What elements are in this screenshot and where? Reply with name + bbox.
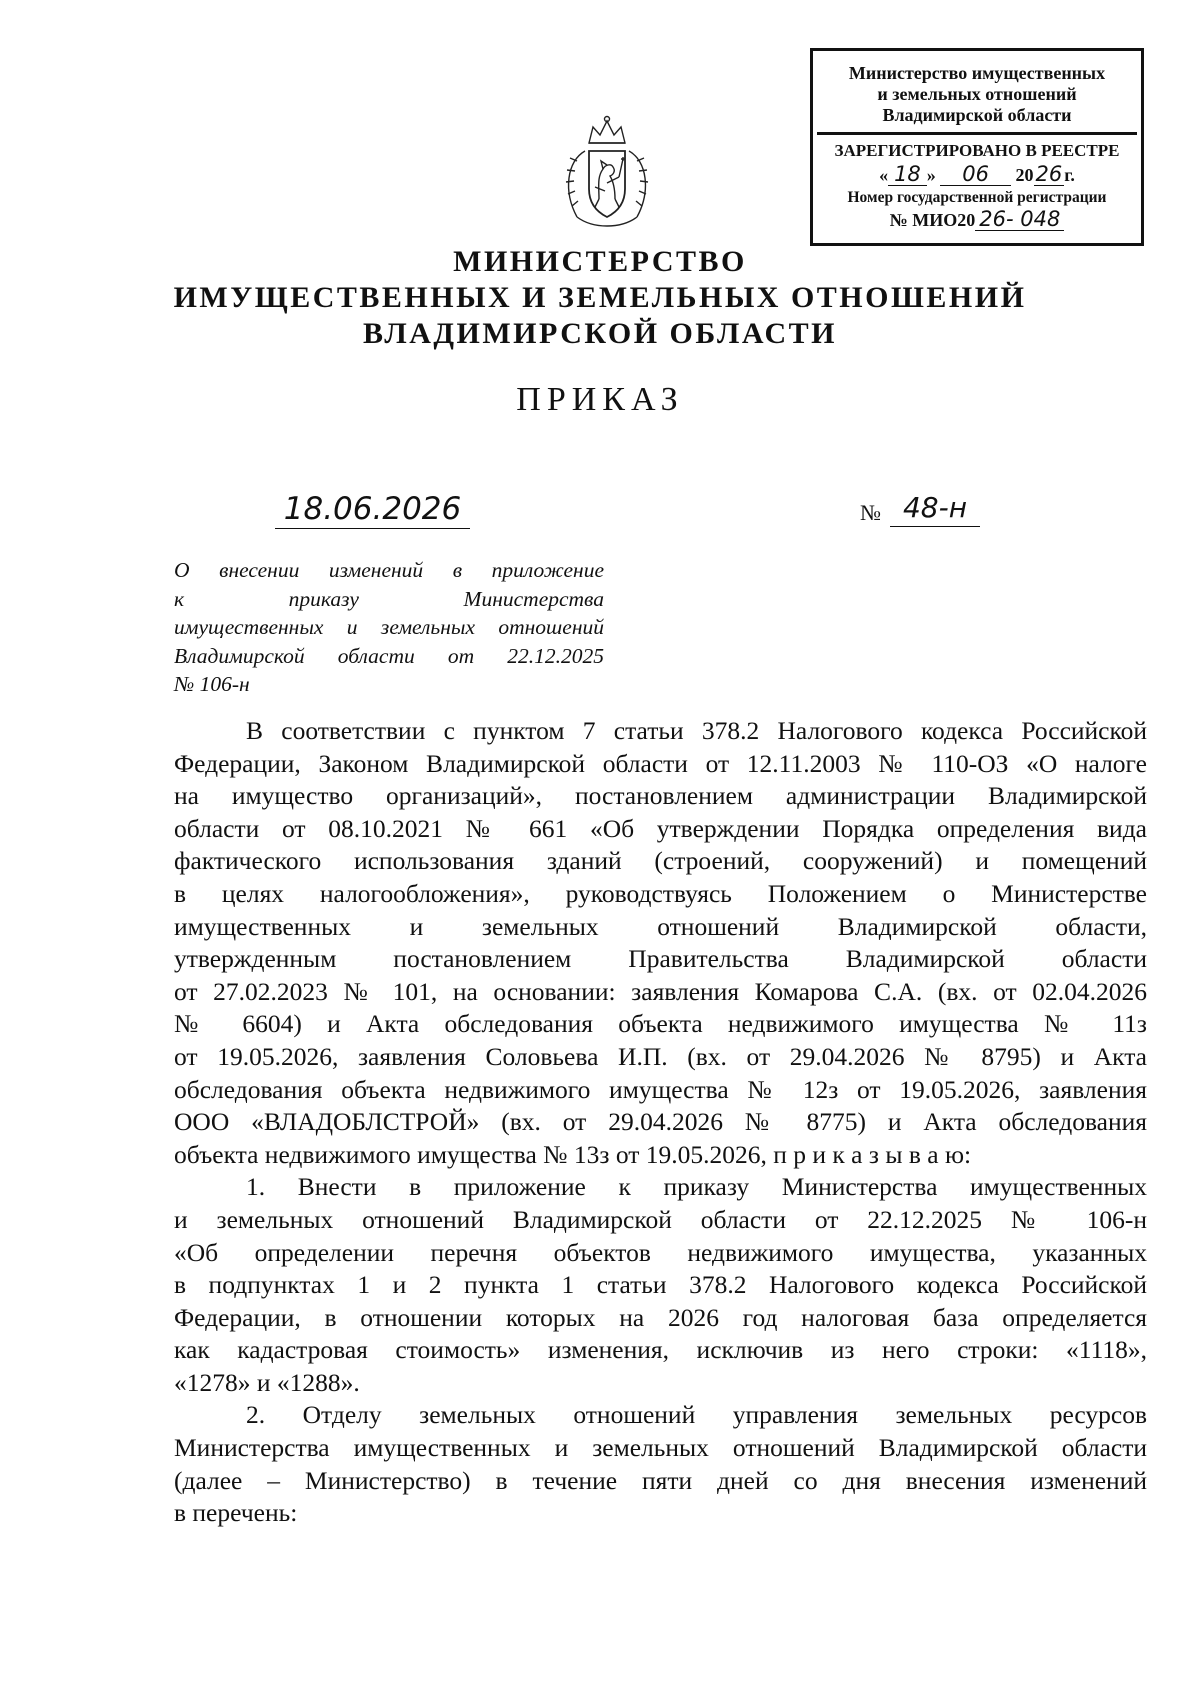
stamp-divider (817, 132, 1137, 135)
body-line: Федерации, Законом Владимирской области от 12.11.2003 № 110-ОЗ «О налоге (174, 748, 1147, 778)
body-line: «1278» и «1288». (174, 1367, 360, 1397)
body-line: и земельных отношений Владимирской области от 22.12.2025 № 106-н (174, 1204, 1147, 1234)
order-number: 48-н (890, 490, 980, 527)
subject-line: № 106-н (174, 672, 250, 696)
stamp-organization (813, 51, 1141, 132)
subject-line: Владимирской области от 22.12.2025 (174, 643, 604, 668)
body-line: 1. Внести в приложение к приказу Министерства имущественных (246, 1172, 1147, 1202)
stamp-reg-number-value: 26- 048 (975, 208, 1064, 231)
stamp-org-line: и земельных отношений (877, 84, 1077, 104)
body-line: утвержденным постановлением Правительства Владимирской области (174, 944, 1147, 974)
registration-stamp (810, 48, 1144, 246)
body-line: области от 08.10.2021 № 661 «Об утверждении Порядка определения вида (174, 813, 1147, 843)
stamp-date-close-quote: » (926, 165, 936, 185)
body-line: в целях налогообложения», руководствуясь Положением о Министерстве (174, 878, 1147, 908)
body-line: В соответствии с пунктом 7 статьи 378.2 Налогового кодекса Российской (246, 716, 1147, 745)
stamp-reg-number (813, 208, 1141, 232)
stamp-date-year-suffix: 26 (1035, 162, 1063, 186)
stamp-date-year-end: г. (1064, 165, 1075, 185)
stamp-date-year-prefix: 20 (1015, 165, 1034, 185)
stamp-registered-label: ЗАРЕГИСТРИРОВАНО В РЕЕСТРЕ (834, 141, 1120, 160)
subject-line: к приказу Министерства (174, 586, 604, 611)
order-subject (174, 556, 604, 699)
stamp-date (813, 162, 1141, 188)
vladimir-coat-of-arms-icon (555, 113, 659, 235)
body-line: в перечень: (174, 1498, 298, 1528)
body-line: от 27.02.2023 № 101, на основании: заявления Комарова С.А. (вх. от 02.04.2026 (174, 976, 1147, 1006)
body-line: Министерства имущественных и земельных отношений Владимирской области (174, 1433, 1147, 1463)
body-line: на имущество организаций», постановлением администрации Владимирской (174, 781, 1147, 811)
body-line: как кадастровая стоимость» изменения, исключив из него строки: «1118», (174, 1335, 1147, 1365)
ministry-name-line-2: ИМУЩЕСТВЕННЫХ И ЗЕМЕЛЬНЫХ ОТНОШЕНИЙ (173, 281, 1027, 314)
order-date: 18.06.2026 (275, 490, 470, 529)
order-title: ПРИКАЗ (516, 381, 684, 418)
body-line: (далее – Министерство) в течение пяти дней со дня внесения изменений (174, 1465, 1147, 1495)
body-line: имущественных и земельных отношений Владимирской области, (174, 911, 1147, 941)
order-body (174, 715, 1147, 1530)
body-line: от 19.05.2026, заявления Соловьева И.П. (вх. от 29.04.2026 № 8795) и Акта (174, 1041, 1147, 1071)
stamp-date-month: 06 (940, 163, 1011, 186)
subject-line: О внесении изменений в приложение (174, 558, 604, 582)
stamp-org-line: Владимирской области (882, 105, 1072, 125)
body-line: объекта недвижимого имущества № 13з от 19.05.2026, п р и к а з ы в а ю: (174, 1139, 972, 1169)
stamp-date-open-quote: « (879, 165, 889, 185)
body-line: обследования объекта недвижимого имущества № 12з от 19.05.2026, заявления (174, 1074, 1147, 1104)
body-line: фактического использования зданий (строений, сооружений) и помещений (174, 846, 1147, 876)
body-line: № 6604) и Акта обследования объекта недвижимого имущества № 11з (174, 1009, 1147, 1039)
stamp-reg-number-prefix: № МИО20 (889, 210, 976, 230)
body-line: «Об определении перечня объектов недвижимого имущества, указанных (174, 1237, 1147, 1267)
body-line: в подпунктах 1 и 2 пункта 1 статьи 378.2 Налогового кодекса Российской (174, 1270, 1147, 1300)
body-line: Федерации, в отношении которых на 2026 год налоговая база определяется (174, 1302, 1147, 1332)
body-line: ООО «ВЛАДОБЛСТРОЙ» (вх. от 29.04.2026 № 8775) и Акта обследования (174, 1107, 1147, 1137)
body-line: 2. Отделу земельных отношений управления земельных ресурсов (246, 1400, 1147, 1430)
subject-line: имущественных и земельных отношений (174, 615, 604, 639)
ministry-name-line-3: ВЛАДИМИРСКОЙ ОБЛАСТИ (363, 317, 837, 350)
order-number-sign: № (860, 500, 881, 525)
stamp-reg-number-label: Номер государственной регистрации (847, 189, 1107, 206)
stamp-date-day: 18 (888, 163, 927, 186)
stamp-org-line: Министерство имущественных (848, 63, 1106, 83)
ministry-name-line-1: МИНИСТЕРСТВО (453, 245, 747, 278)
